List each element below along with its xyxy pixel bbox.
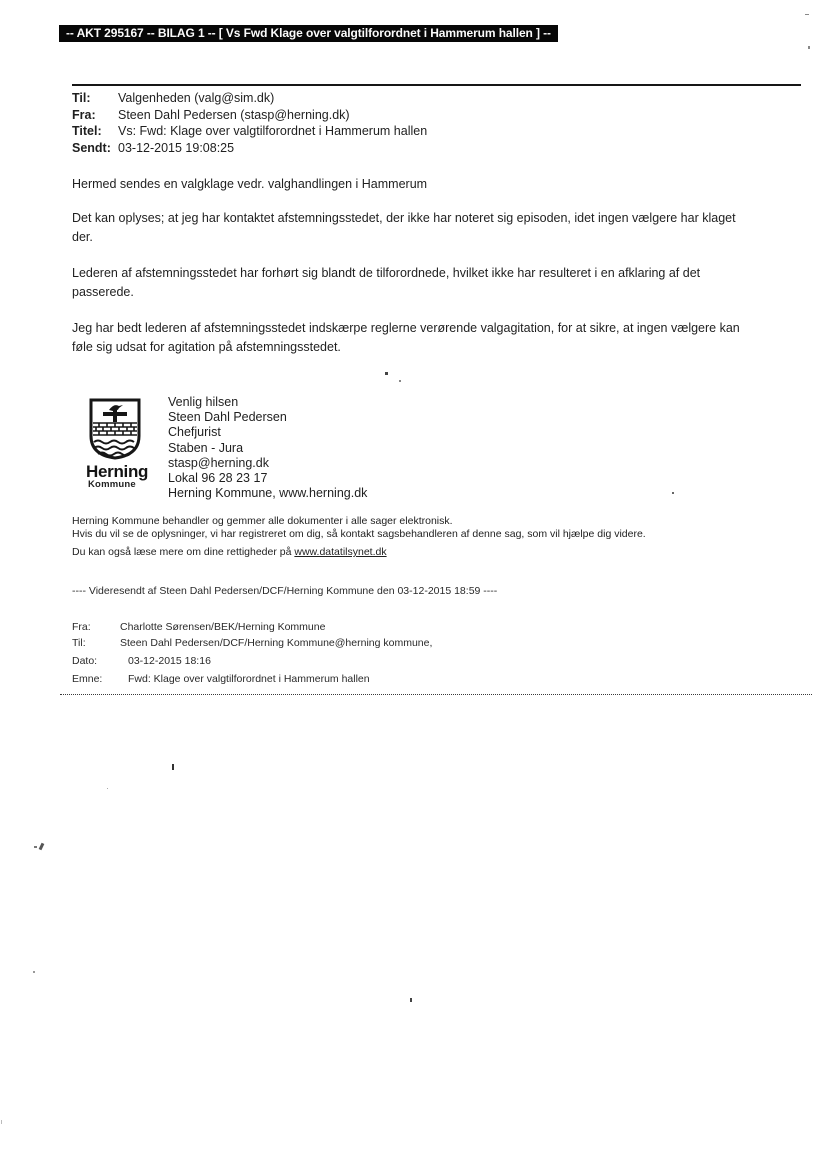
email-header-row-til [72, 90, 427, 107]
fwd-til-value: Steen Dahl Pedersen/DCF/Herning Kommune@herning kommune, [120, 637, 433, 649]
body-line: Lederen af afstemningsstedet har forhørt sig blandt de tilforordnede, hvilket ikke har resulteret i en afklaring af det [72, 266, 701, 280]
fra-value: Steen Dahl Pedersen (stasp@herning.dk) [118, 107, 350, 122]
fwd-dato-value: 03-12-2015 18:16 [128, 655, 211, 667]
signature-greeting: Venlig hilsen [168, 395, 239, 409]
forwarded-header-block [72, 619, 432, 687]
forwarded-separator: ---- Videresendt af Steen Dahl Pedersen/DCF/Herning Kommune den 03-12-2015 18:59 ---- [72, 585, 498, 597]
akt-bilag-banner: -- AKT 295167 -- BILAG 1 -- [ Vs Fwd Klage over valgtilforordnet i Hammerum hallen ] -- [59, 25, 558, 42]
scan-speck [672, 492, 674, 494]
body-paragraph-3 [72, 264, 700, 302]
body-paragraph-2 [72, 209, 736, 247]
scan-speck [107, 788, 108, 789]
fwd-header-row-emne [72, 671, 432, 687]
signature-block [168, 395, 367, 501]
fwd-fra-value: Charlotte Sørensen/BEK/Herning Kommune [120, 621, 326, 633]
fwd-header-row-dato [72, 653, 432, 669]
scan-speck [1, 1120, 2, 1124]
header-rule [72, 84, 801, 86]
email-header-row-sendt [72, 140, 427, 157]
sendt-value: 03-12-2015 19:08:25 [118, 140, 235, 155]
signature-title: Chefjurist [168, 425, 221, 440]
signature-org: Herning Kommune, www.herning.dk [168, 486, 368, 501]
fwd-til-label: Til: [72, 637, 86, 649]
disclaimer-rights-line [72, 546, 646, 559]
fwd-dato-label: Dato: [72, 655, 98, 667]
body-paragraph-4 [72, 319, 740, 357]
disclaimer-line: Hvis du vil se de oplysninger, vi har registreret om dig, så kontakt sagsbehandleren af denne sag, som vil hjælpe dig videre. [72, 527, 646, 540]
scan-speck [808, 46, 810, 49]
scan-speck [34, 846, 37, 848]
body-line: Det kan oplyses; at jeg har kontaktet afstemningsstedet, der ikke har noteret sig episoden, idet ingen vælgere har klaget [72, 211, 736, 225]
signature-phone: Lokal 96 28 23 17 [168, 471, 268, 486]
body-line: føle sig udsat for agitation på afstemningsstedet. [72, 340, 341, 354]
disclaimer-line: Herning Kommune behandler og gemmer alle dokumenter i alle sager elektronisk. [72, 515, 453, 527]
scan-speck [410, 998, 412, 1002]
fwd-header-row-til [72, 635, 432, 651]
scan-speck [805, 14, 809, 15]
datatilsynet-link[interactable]: www.datatilsynet.dk [294, 546, 387, 558]
email-header-row-titel [72, 123, 427, 140]
privacy-disclaimer [72, 515, 646, 559]
body-line: Hermed sendes en valgklage vedr. valghandlingen i Hammerum [72, 177, 428, 191]
signature-department: Staben - Jura [168, 440, 244, 455]
scan-speck [172, 764, 174, 770]
til-value: Valgenheden (valg@sim.dk) [118, 91, 275, 105]
body-line: der. [72, 230, 93, 244]
body-line: passerede. [72, 285, 134, 299]
scan-speck [39, 843, 45, 851]
fwd-header-row-fra [72, 619, 432, 635]
email-header-row-fra [72, 107, 427, 124]
signature-name: Steen Dahl Pedersen [168, 410, 287, 425]
titel-label: Titel: [72, 124, 102, 138]
body-paragraph-1 [72, 175, 427, 194]
logo-subtitle: Kommune [88, 479, 136, 490]
til-label: Til: [72, 91, 91, 105]
rights-text: Du kan også læse mere om dine rettigheder på [72, 546, 295, 558]
dotted-divider [60, 694, 812, 695]
scan-speck [399, 380, 401, 382]
herning-kommune-logo [86, 397, 162, 490]
body-line: Jeg har bedt lederen af afstemningsstedet indskærpe reglerne verørende valgagitation, for at sikre, at ingen vælgere kan [72, 321, 740, 335]
sendt-label: Sendt: [72, 140, 111, 155]
logo-name: Herning [86, 462, 149, 481]
fwd-emne-value: Fwd: Klage over valgtilforordnet i Hammerum hallen [128, 673, 370, 685]
email-header-block [72, 90, 427, 156]
signature-email: stasp@herning.dk [168, 455, 269, 470]
herning-coat-of-arms-icon [88, 397, 142, 461]
scan-speck [33, 971, 35, 973]
fra-label: Fra: [72, 107, 96, 122]
titel-value: Vs: Fwd: Klage over valgtilforordnet i Hammerum hallen [118, 124, 428, 138]
fwd-fra-label: Fra: [72, 621, 91, 633]
fwd-emne-label: Emne: [72, 673, 103, 685]
scan-speck [385, 372, 388, 375]
